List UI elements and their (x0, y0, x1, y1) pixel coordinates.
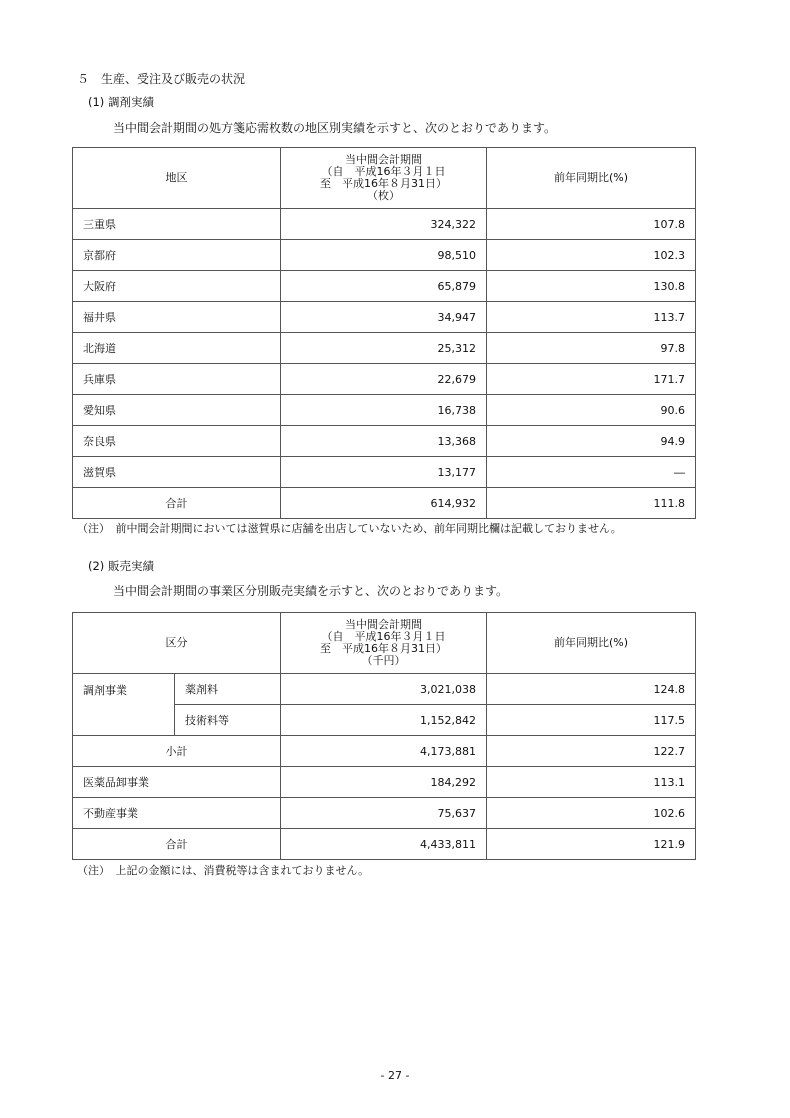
table-header-row (73, 613, 696, 674)
sales-table (72, 612, 696, 860)
table-row (73, 674, 696, 705)
count-cell: 22,679 (281, 364, 487, 395)
period-unit: （枚） (367, 189, 400, 202)
dispensing-heading: (1) 調剤実績 (88, 95, 154, 109)
period-line1: 当中間会計期間 (345, 618, 422, 631)
table-row (73, 767, 696, 798)
yoy-cell: 171.7 (487, 364, 696, 395)
count-cell: 25,312 (281, 333, 487, 364)
yoy-cell: 90.6 (487, 395, 696, 426)
count-cell: 34,947 (281, 302, 487, 333)
total-yoy: 121.9 (487, 829, 696, 860)
table-row (73, 395, 696, 426)
subtotal-row (73, 736, 696, 767)
header-period (281, 148, 487, 209)
segment-label: 不動産事業 (73, 798, 281, 829)
table-row (73, 457, 696, 488)
dispensing-note: （注） 前中間会計期間においては滋賀県に店舗を出店していないため、前年同期比欄は記載しておりません。 (77, 522, 622, 535)
table-row (73, 798, 696, 829)
table-row (73, 302, 696, 333)
section-title: ５ 生産、受注及び販売の状況 (77, 72, 246, 86)
count-cell: 13,177 (281, 457, 487, 488)
count-cell: 13,368 (281, 426, 487, 457)
region-cell: 三重県 (73, 209, 281, 240)
yoy-cell: 107.8 (487, 209, 696, 240)
count-cell: 98,510 (281, 240, 487, 271)
region-cell: 奈良県 (73, 426, 281, 457)
header-period (281, 613, 487, 674)
count-cell: 324,322 (281, 209, 487, 240)
yoy-cell: 130.8 (487, 271, 696, 302)
region-cell: 兵庫県 (73, 364, 281, 395)
subtotal-amount: 4,173,881 (281, 736, 487, 767)
period-line3: 至 平成16年８月31日） (320, 642, 447, 655)
yoy-cell: 102.6 (487, 798, 696, 829)
table-row (73, 426, 696, 457)
yoy-cell: 97.8 (487, 333, 696, 364)
yoy-cell: 102.3 (487, 240, 696, 271)
table-row (73, 209, 696, 240)
period-line3: 至 平成16年８月31日） (320, 177, 447, 190)
table-row (73, 364, 696, 395)
header-segment: 区分 (73, 613, 281, 674)
amount-cell: 3,021,038 (281, 674, 487, 705)
yoy-cell: 124.8 (487, 674, 696, 705)
total-amount: 4,433,811 (281, 829, 487, 860)
amount-cell: 1,152,842 (281, 705, 487, 736)
segment-label: 調剤事業 (73, 674, 175, 736)
period-line1: 当中間会計期間 (345, 153, 422, 166)
total-label: 合計 (73, 488, 281, 519)
item-label: 技術料等 (175, 705, 281, 736)
table-row (73, 271, 696, 302)
period-line2: （自 平成16年３月１日 (321, 630, 446, 643)
table-row (73, 333, 696, 364)
region-cell: 大阪府 (73, 271, 281, 302)
yoy-cell: 113.7 (487, 302, 696, 333)
header-region: 地区 (73, 148, 281, 209)
total-row (73, 829, 696, 860)
yoy-cell: ― (487, 457, 696, 488)
sales-intro: 当中間会計期間の事業区分別販売実績を示すと、次のとおりであります。 (113, 584, 509, 598)
yoy-cell: 113.1 (487, 767, 696, 798)
period-line2: （自 平成16年３月１日 (321, 165, 446, 178)
table-header-row (73, 148, 696, 209)
header-yoy: 前年同期比(%) (487, 613, 696, 674)
subtotal-yoy: 122.7 (487, 736, 696, 767)
total-row (73, 488, 696, 519)
dispensing-table (72, 147, 696, 519)
period-unit: （千円） (361, 654, 406, 667)
amount-cell: 75,637 (281, 798, 487, 829)
table-row (73, 240, 696, 271)
count-cell: 16,738 (281, 395, 487, 426)
yoy-cell: 117.5 (487, 705, 696, 736)
yoy-cell: 94.9 (487, 426, 696, 457)
page-number: - 27 - (380, 1069, 410, 1082)
region-cell: 福井県 (73, 302, 281, 333)
segment-label: 医薬品卸事業 (73, 767, 281, 798)
total-yoy: 111.8 (487, 488, 696, 519)
total-count: 614,932 (281, 488, 487, 519)
region-cell: 滋賀県 (73, 457, 281, 488)
amount-cell: 184,292 (281, 767, 487, 798)
sales-heading: (2) 販売実績 (88, 559, 154, 573)
subtotal-label: 小計 (73, 736, 281, 767)
item-label: 薬剤料 (175, 674, 281, 705)
region-cell: 北海道 (73, 333, 281, 364)
sales-note: （注） 上記の金額には、消費税等は含まれておりません。 (77, 864, 370, 877)
region-cell: 愛知県 (73, 395, 281, 426)
count-cell: 65,879 (281, 271, 487, 302)
dispensing-intro: 当中間会計期間の処方箋応需枚数の地区別実績を示すと、次のとおりであります。 (113, 121, 557, 135)
region-cell: 京都府 (73, 240, 281, 271)
total-label: 合計 (73, 829, 281, 860)
header-yoy: 前年同期比(%) (487, 148, 696, 209)
